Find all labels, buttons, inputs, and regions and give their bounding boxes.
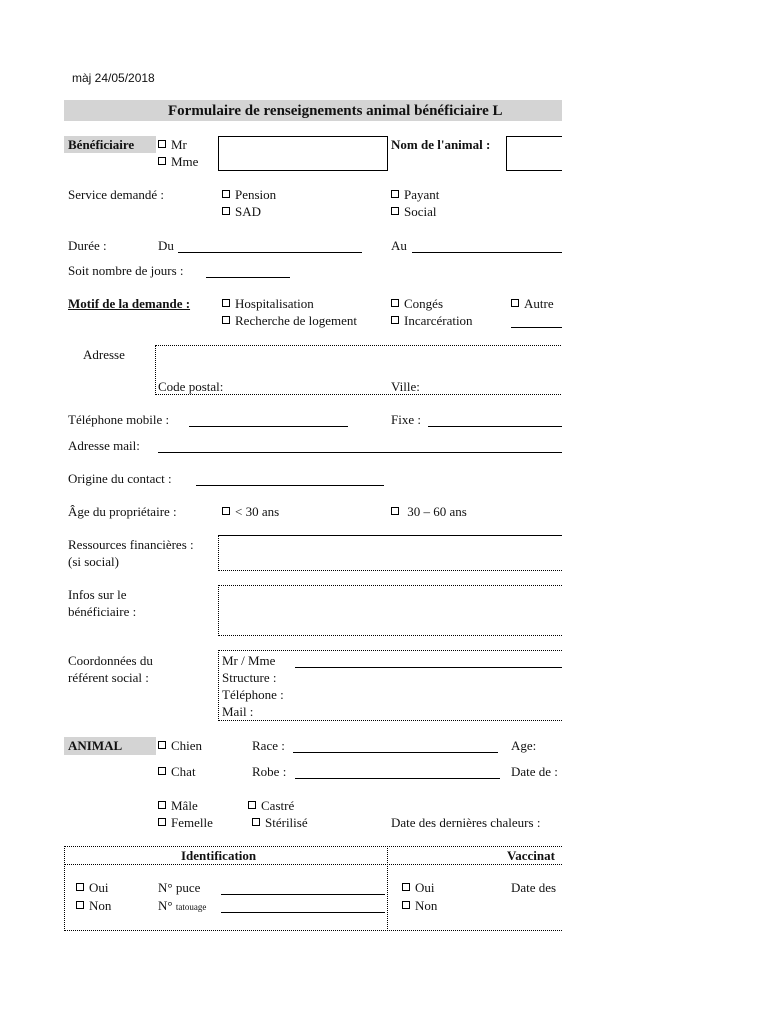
checkbox-icon — [76, 901, 84, 909]
logement-checkbox[interactable]: Recherche de logement — [222, 313, 357, 329]
beneficiaire-label: Bénéficiaire — [68, 137, 135, 152]
incarceration-checkbox[interactable]: Incarcération — [391, 313, 473, 329]
referent-telephone-label: Téléphone : — [222, 687, 284, 702]
update-date: màj 24/05/2018 — [72, 71, 155, 85]
duree-label: Durée : — [68, 238, 107, 253]
checkbox-icon — [252, 818, 260, 826]
code-postal-label: Code postal: — [158, 379, 224, 394]
referent-label-2: référent social : — [68, 670, 149, 685]
animal-age-label: Age: — [511, 738, 537, 753]
checkbox-icon — [402, 901, 410, 909]
ressources-label-1: Ressources financières : — [68, 537, 194, 552]
identification-oui-checkbox[interactable]: Oui — [76, 880, 109, 896]
hospitalisation-checkbox[interactable]: Hospitalisation — [222, 296, 314, 312]
payant-checkbox[interactable]: Payant — [391, 187, 439, 203]
origine-field[interactable] — [196, 485, 384, 486]
checkbox-icon — [158, 741, 166, 749]
puce-field[interactable] — [221, 894, 385, 895]
checkbox-icon — [391, 299, 399, 307]
autre-field[interactable] — [511, 327, 562, 328]
robe-field[interactable] — [295, 778, 500, 779]
race-field[interactable] — [293, 752, 498, 753]
checkbox-icon — [158, 801, 166, 809]
chat-checkbox[interactable]: Chat — [158, 764, 196, 780]
checkbox-icon — [511, 299, 519, 307]
fixe-field[interactable] — [428, 426, 562, 427]
animal-label: ANIMAL — [68, 738, 123, 753]
nom-animal-field[interactable] — [506, 136, 562, 171]
sad-checkbox[interactable]: SAD — [222, 204, 261, 220]
checkbox-icon — [391, 207, 399, 215]
vaccination-date-label: Date des — [511, 880, 557, 895]
email-label: Adresse mail: — [68, 438, 140, 453]
infos-label-1: Infos sur le — [68, 587, 127, 602]
age-label: Âge du propriétaire : — [68, 504, 177, 519]
puce-label: N° puce — [158, 880, 201, 895]
tatouage-field[interactable] — [221, 912, 385, 913]
referent-name-field[interactable] — [295, 667, 562, 668]
checkbox-icon — [222, 190, 230, 198]
social-checkbox[interactable]: Social — [391, 204, 437, 220]
form-title: Formulaire de renseignements animal bénéficiaire L — [168, 103, 503, 119]
mobile-field[interactable] — [189, 426, 348, 427]
table-header-divider — [64, 864, 562, 865]
mme-checkbox[interactable]: Mme — [158, 154, 198, 170]
date-de-label: Date de : — [511, 764, 558, 779]
referent-mail-label: Mail : — [222, 704, 254, 719]
identification-non-checkbox[interactable]: Non — [76, 898, 111, 914]
checkbox-icon — [222, 507, 230, 515]
adresse-label: Adresse — [83, 347, 125, 362]
conges-checkbox[interactable]: Congés — [391, 296, 443, 312]
identification-table — [64, 846, 562, 931]
checkbox-icon — [248, 801, 256, 809]
fixe-label: Fixe : — [391, 412, 421, 427]
age-30-60-checkbox[interactable]: 30 – 60 ans — [391, 504, 467, 520]
checkbox-icon — [222, 299, 230, 307]
service-label: Service demandé : — [68, 187, 165, 202]
robe-label: Robe : — [252, 764, 287, 779]
table-column-divider — [387, 846, 388, 931]
pension-checkbox[interactable]: Pension — [222, 187, 276, 203]
du-field[interactable] — [178, 252, 362, 253]
jours-field[interactable] — [206, 277, 290, 278]
ressources-field[interactable] — [218, 535, 562, 571]
checkbox-icon — [76, 883, 84, 891]
ville-label: Ville: — [391, 379, 420, 394]
autre-checkbox[interactable]: Autre — [511, 296, 554, 312]
du-label: Du — [158, 238, 174, 253]
race-label: Race : — [252, 738, 285, 753]
checkbox-icon — [158, 140, 166, 148]
checkbox-icon — [158, 157, 166, 165]
vaccination-non-checkbox[interactable]: Non — [402, 898, 437, 914]
checkbox-icon — [222, 207, 230, 215]
vaccination-header: Vaccinat — [507, 848, 555, 863]
email-field[interactable] — [158, 452, 562, 453]
referent-mr-mme-label: Mr / Mme — [222, 653, 276, 668]
checkbox-icon — [222, 316, 230, 324]
chien-checkbox[interactable]: Chien — [158, 738, 202, 754]
au-label: Au — [391, 238, 407, 253]
infos-field[interactable] — [218, 585, 562, 636]
mobile-label: Téléphone mobile : — [68, 412, 170, 427]
checkbox-icon — [391, 190, 399, 198]
checkbox-icon — [158, 767, 166, 775]
checkbox-icon — [158, 818, 166, 826]
nom-animal-label: Nom de l'animal : — [391, 137, 491, 152]
referent-label-1: Coordonnées du — [68, 653, 153, 668]
castre-checkbox[interactable]: Castré — [248, 798, 294, 814]
age-under30-checkbox[interactable]: < 30 ans — [222, 504, 279, 520]
tatouage-label: N° tatouage — [158, 898, 207, 913]
checkbox-icon — [391, 507, 399, 515]
femelle-checkbox[interactable]: Femelle — [158, 815, 213, 831]
sterilise-checkbox[interactable]: Stérilisé — [252, 815, 308, 831]
au-field[interactable] — [412, 252, 562, 253]
mr-checkbox[interactable]: Mr — [158, 137, 187, 153]
infos-label-2: bénéficiaire : — [68, 604, 137, 619]
identification-header: Identification — [181, 848, 257, 863]
origine-label: Origine du contact : — [68, 471, 172, 486]
checkbox-icon — [391, 316, 399, 324]
ressources-label-2: (si social) — [68, 554, 119, 569]
jours-label: Soit nombre de jours : — [68, 263, 184, 278]
chaleurs-label: Date des dernières chaleurs : — [391, 815, 541, 830]
referent-structure-label: Structure : — [222, 670, 277, 685]
motif-label: Motif de la demande : — [68, 296, 191, 311]
checkbox-icon — [402, 883, 410, 891]
beneficiaire-name-field[interactable] — [218, 136, 388, 171]
vaccination-oui-checkbox[interactable]: Oui — [402, 880, 435, 896]
male-checkbox[interactable]: Mâle — [158, 798, 198, 814]
